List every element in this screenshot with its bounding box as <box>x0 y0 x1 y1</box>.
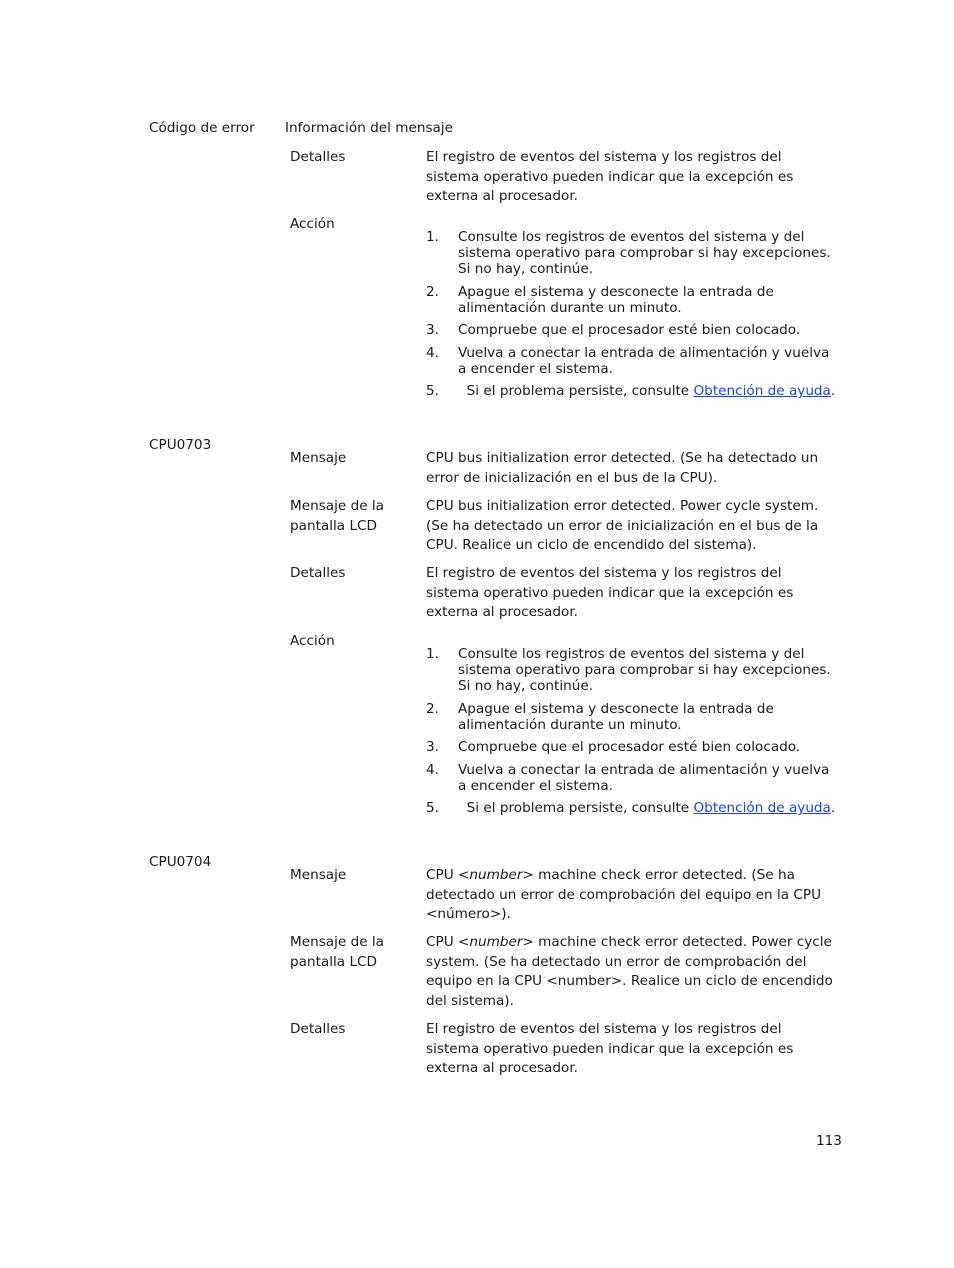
lcd-text: CPU bus initialization error detected. Power cycle system. (Se ha detectado un error de inicialización en el bus de la CPU. Realice un ciclo de encendido del sistema). <box>426 498 819 553</box>
help-link[interactable]: Obtención de ayuda <box>693 383 831 399</box>
step-text: Vuelva a conectar la entrada de alimentación y vuelva a encender el sistema. <box>458 761 830 794</box>
mensaje-label: Mensaje <box>290 867 347 883</box>
lcd-post: > machine check error detected. Power cycle system. (Se ha detectado un error de comprobación del equipo en la CPU <number>. Realice un ciclo de encendido del sistema). <box>426 934 833 1009</box>
step-text: Vuelva a conectar la entrada de alimentación y vuelva a encender el sistema. <box>458 344 830 377</box>
action-steps <box>426 646 836 823</box>
mensaje-text <box>426 866 836 925</box>
step-number: 4. <box>426 761 439 778</box>
step-text: Consulte los registros de eventos del sistema y del sistema operativo para comprobar si hay excepciones. Si no hay, continúe. <box>458 229 831 277</box>
action-step <box>426 229 836 277</box>
action-step <box>426 800 836 816</box>
step-text: Apague el sistema y desconecte la entrada de alimentación durante un minuto. <box>458 283 774 316</box>
mensaje-label: Mensaje <box>290 450 347 466</box>
action-step <box>426 762 836 794</box>
detalles-text: El registro de eventos del sistema y los registros del sistema operativo pueden indicar que la excepción es externa al procesador. <box>426 149 794 204</box>
step-number: 1. <box>426 229 439 245</box>
step-number: 2. <box>426 283 439 300</box>
detalles-text: El registro de eventos del sistema y los registros del sistema operativo pueden indicar que la excepción es externa al procesador. <box>426 565 794 620</box>
lcd-label: Mensaje de la pantalla LCD <box>290 498 385 534</box>
lcd-text <box>426 933 836 1011</box>
lcd-pre: CPU < <box>426 934 470 950</box>
error-code: CPU0703 <box>149 437 212 453</box>
accion-label: Acción <box>290 216 335 232</box>
lcd-label: Mensaje de la pantalla LCD <box>290 934 385 970</box>
error-code: CPU0704 <box>149 854 212 870</box>
action-step <box>426 322 836 338</box>
column-header-info: Información del mensaje <box>285 120 454 136</box>
action-step <box>426 701 836 733</box>
action-steps <box>426 229 836 406</box>
step-number: 1. <box>426 646 439 662</box>
step-text: Compruebe que el procesador esté bien colocado. <box>458 322 801 338</box>
step-number: 5. <box>426 800 439 816</box>
detalles-label: Detalles <box>290 149 346 165</box>
action-step <box>426 646 836 694</box>
action-step <box>426 383 836 399</box>
step-number: 4. <box>426 344 439 361</box>
column-header-code: Código de error <box>149 120 255 136</box>
action-step <box>426 739 836 755</box>
step-text: Si el problema persiste, consulte <box>458 383 694 399</box>
step-text: Consulte los registros de eventos del sistema y del sistema operativo para comprobar si hay excepciones. Si no hay, continúe. <box>458 646 831 694</box>
step-number: 3. <box>426 322 439 338</box>
mensaje-placeholder: number <box>469 867 523 883</box>
mensaje-post: > machine check error detected. (Se ha detectado un error de comprobación del equipo en la CPU <número>). <box>426 867 822 922</box>
step-number: 2. <box>426 700 439 717</box>
step-text-end: . <box>830 383 836 399</box>
mensaje-pre: CPU < <box>426 867 470 883</box>
detalles-label: Detalles <box>290 1021 346 1037</box>
help-link[interactable]: Obtención de ayuda <box>693 800 831 816</box>
lcd-placeholder: number <box>469 934 523 950</box>
step-text: Si el problema persiste, consulte <box>458 800 694 816</box>
detalles-text: El registro de eventos del sistema y los registros del sistema operativo pueden indicar que la excepción es externa al procesador. <box>426 1021 794 1076</box>
detalles-label: Detalles <box>290 565 346 581</box>
action-step <box>426 284 836 316</box>
page-number: 113 <box>816 1133 842 1149</box>
step-number: 5. <box>426 383 439 399</box>
mensaje-text: CPU bus initialization error detected. (Se ha detectado un error de inicialización en el bus de la CPU). <box>426 450 819 486</box>
accion-label: Acción <box>290 633 335 649</box>
step-text: Apague el sistema y desconecte la entrada de alimentación durante un minuto. <box>458 700 774 733</box>
step-text: Compruebe que el procesador esté bien colocado. <box>458 739 801 755</box>
action-step <box>426 345 836 377</box>
step-number: 3. <box>426 739 439 755</box>
step-text-end: . <box>830 800 836 816</box>
